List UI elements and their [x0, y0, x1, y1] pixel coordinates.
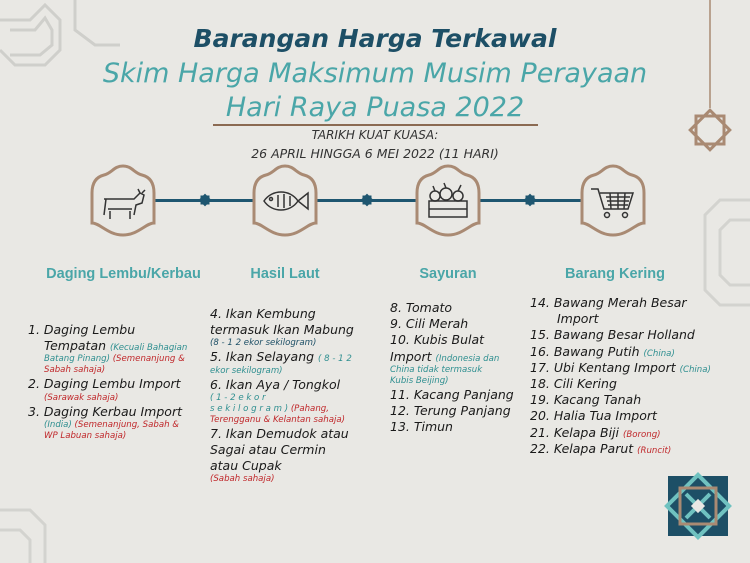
- list-item-note: Kubis Beijing): [390, 375, 449, 386]
- list-item: 7. Ikan Demudok atau: [210, 425, 349, 441]
- list-item: 4. Ikan Kembung: [210, 306, 316, 321]
- list-item: 19. Kacang Tanah: [530, 392, 642, 408]
- list-item: atau Cupak: [210, 458, 282, 474]
- list-item: Sagai atau Cermin: [210, 442, 326, 458]
- list-item-note: ekor sekilogram): [210, 365, 283, 376]
- geometric-emblem-icon: [662, 470, 734, 542]
- list-item: 17. Ubi Kentang Import (China): [530, 359, 711, 375]
- list-item: 8. Tomato: [390, 300, 453, 315]
- list-item: 10. Kubis Bulat: [390, 332, 485, 348]
- list-item-note: (Sarawak sahaja): [44, 392, 119, 403]
- list-item: 12. Terung Panjang: [390, 403, 511, 419]
- timeline-star-icon: [198, 193, 212, 207]
- list-item: 2. Daging Lembu Import: [28, 376, 181, 392]
- list-item: 20. Halia Tua Import: [530, 408, 657, 424]
- item-list-barang-kering: [530, 295, 745, 457]
- cow-icon: [88, 163, 158, 238]
- list-item: 5. Ikan Selayang ( 8 - 1 2: [210, 349, 352, 365]
- list-item: 15. Bawang Besar Holland: [530, 327, 695, 343]
- header-divider: [213, 124, 538, 126]
- list-item-note: WP Labuan sahaja): [44, 430, 127, 441]
- list-item: 16. Bawang Putih (China): [530, 343, 675, 359]
- list-item: 11. Kacang Panjang: [390, 386, 514, 402]
- list-item: 14. Bawang Merah Besar: [530, 295, 687, 310]
- list-item: Import (Indonesia dan: [390, 348, 500, 364]
- list-item: 1. Daging Lembu: [28, 322, 136, 337]
- category-label-sayuran: Sayuran: [419, 266, 477, 282]
- list-item-note: s e k i l o g r a m ) (Pahang,: [210, 403, 329, 414]
- item-list-sayuran: [390, 300, 530, 435]
- effective-date-label: TARIKH KUAT KUASA:: [311, 128, 439, 142]
- item-list-hasil-laut: [210, 306, 385, 485]
- list-item: 9. Cili Merah: [390, 316, 469, 332]
- vegetable-crate-icon: [413, 163, 483, 238]
- list-item: 22. Kelapa Parut (Runcit): [530, 440, 672, 456]
- item-list-daging: [28, 322, 218, 442]
- shopping-cart-icon: [578, 163, 648, 238]
- list-item: 13. Timun: [390, 419, 453, 435]
- category-label-barang-kering: Barang Kering: [565, 266, 665, 282]
- list-item: 6. Ikan Aya / Tongkol: [210, 376, 341, 392]
- category-label-hasil-laut: Hasil Laut: [250, 266, 320, 282]
- list-item: termasuk Ikan Mabung: [210, 322, 354, 338]
- effective-date-range: 26 APRIL HINGGA 6 MEI 2022 (11 HARI): [251, 146, 499, 161]
- list-item-note: Terengganu & Kelantan sahaja): [210, 414, 345, 425]
- list-item: 18. Cili Kering: [530, 376, 617, 392]
- fish-icon: [250, 163, 320, 238]
- list-item-note: (Sabah sahaja): [210, 474, 275, 485]
- list-item-note: (India) (Semenanjung, Sabah &: [44, 419, 179, 430]
- list-item: Import: [557, 311, 599, 327]
- header-event: Hari Raya Puasa 2022: [225, 92, 525, 123]
- category-label-daging: Daging Lembu/Kerbau: [46, 266, 201, 282]
- header-subtitle: Skim Harga Maksimum Musim Perayaan: [102, 58, 648, 89]
- timeline-star-icon: [523, 193, 537, 207]
- list-item: 21. Kelapa Biji (Borong): [530, 424, 661, 440]
- header-title: Barangan Harga Terkawal: [193, 24, 557, 53]
- list-item-note: ( 1 - 2 e k o r: [210, 392, 266, 403]
- corner-ornament-bottom-left: [0, 470, 90, 563]
- list-item: Tempatan (Kecuali Bahagian: [44, 338, 188, 354]
- list-item-note: (8 - 1 2 ekor sekilogram): [210, 338, 317, 349]
- list-item: 3. Daging Kerbau Import: [28, 403, 182, 419]
- list-item-note: Sabah sahaja): [44, 365, 106, 376]
- timeline-star-icon: [360, 193, 374, 207]
- list-item-note: Batang Pinang) (Semenanjung &: [44, 354, 185, 365]
- list-item-note: China tidak termasuk: [390, 364, 483, 375]
